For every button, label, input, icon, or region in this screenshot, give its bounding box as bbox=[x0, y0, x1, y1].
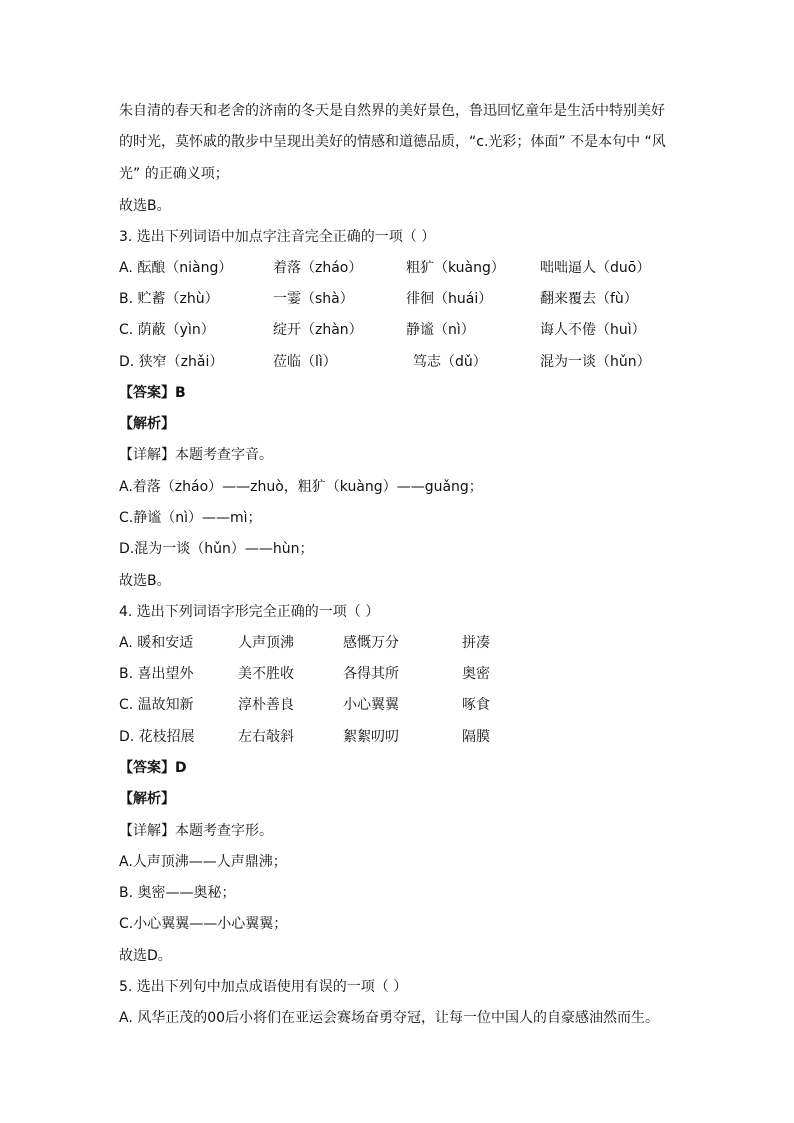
q5-option-a: A. 风华正茂的00后小将们在亚运会赛场奋勇夺冠，让每一位中国人的自豪感油然而生。 bbox=[119, 1010, 660, 1026]
q3-d-word-1: D. 狭窄（zhǎi） bbox=[119, 354, 224, 370]
q3-c-word-4: 诲人不倦（huì） bbox=[540, 322, 646, 338]
q3-c-word-1: C. 荫蔽（yìn） bbox=[119, 322, 215, 338]
q3-d-word-4: 混为一谈（hǔn） bbox=[540, 354, 651, 370]
q4-b-word-1: B. 喜出望外 bbox=[119, 666, 194, 682]
q3-answer: 【答案】B bbox=[119, 385, 186, 401]
q3-a-word-1: A. 酝酿（niàng） bbox=[119, 260, 233, 276]
q4-c-word-3: 小心翼翼 bbox=[343, 697, 399, 713]
q4-analysis-label: 【解析】 bbox=[119, 791, 175, 807]
q4-stem: 4. 选出下列词语字形完全正确的一项（ ） bbox=[119, 604, 380, 620]
q3-c-word-2: 绽开（zhàn） bbox=[273, 322, 363, 338]
q4-a-word-2: 人声顶沸 bbox=[238, 635, 294, 651]
q3-d-word-2: 莅临（lì） bbox=[273, 354, 337, 370]
q3-a-word-4: 咄咄逼人（duō） bbox=[540, 260, 651, 276]
q4-d-word-3: 絮絮叨叨 bbox=[343, 729, 399, 745]
q4-c-word-2: 淳朴善良 bbox=[238, 697, 294, 713]
intro-conclusion: 故选B。 bbox=[119, 198, 171, 214]
q4-b-word-4: 奥密 bbox=[462, 666, 490, 682]
q3-analysis-label: 【解析】 bbox=[119, 416, 175, 432]
q4-a-word-1: A. 暖和安适 bbox=[119, 635, 194, 651]
q4-detail: 【详解】本题考查字形。 bbox=[119, 823, 273, 839]
q5-stem: 5. 选出下列句中加点成语使用有误的一项（ ） bbox=[119, 979, 408, 995]
q3-note-2: C.静谧（nì）——mì； bbox=[119, 510, 262, 526]
q3-stem: 3. 选出下列词语中加点字注音完全正确的一项（ ） bbox=[119, 229, 436, 245]
q4-note-3: C.小心翼翼——小心翼翼； bbox=[119, 916, 288, 932]
q4-a-word-4: 拼凑 bbox=[462, 635, 490, 651]
q4-conclusion: 故选D。 bbox=[119, 948, 172, 964]
q4-b-word-3: 各得其所 bbox=[343, 666, 399, 682]
intro-line-2: 的时光，莫怀戚的散步中呈现出美好的情感和道德品质，“c.光彩；体面” 不是本句中 “风 bbox=[119, 134, 666, 150]
intro-line-3: 光” 的正确义项； bbox=[119, 166, 229, 182]
q4-d-word-1: D. 花枝招展 bbox=[119, 729, 195, 745]
q3-d-word-3: 笃志（dǔ） bbox=[413, 354, 487, 370]
q3-b-word-3: 徘徊（huái） bbox=[406, 291, 493, 307]
q4-note-1: A.人声顶沸——人声鼎沸； bbox=[119, 854, 287, 870]
q4-b-word-2: 美不胜收 bbox=[238, 666, 294, 682]
q3-note-1: A.着落（zháo）——zhuò，粗犷（kuàng）——guǎng； bbox=[119, 479, 483, 495]
q4-d-word-2: 左右敧斜 bbox=[238, 729, 294, 745]
q4-d-word-4: 隔膜 bbox=[462, 729, 490, 745]
intro-line-1: 朱自清的春天和老舍的济南的冬天是自然界的美好景色，鲁迅回忆童年是生活中特别美好 bbox=[119, 103, 665, 119]
q4-answer: 【答案】D bbox=[119, 760, 187, 776]
q3-b-word-1: B. 贮蓄（zhù） bbox=[119, 291, 219, 307]
q3-b-word-4: 翻来覆去（fù） bbox=[540, 291, 638, 307]
q3-a-word-3: 粗犷（kuàng） bbox=[406, 260, 505, 276]
q3-c-word-3: 静谧（nì） bbox=[406, 322, 475, 338]
q4-a-word-3: 感慨万分 bbox=[343, 635, 399, 651]
q3-b-word-2: 一霎（shà） bbox=[273, 291, 354, 307]
q4-c-word-1: C. 温故知新 bbox=[119, 697, 194, 713]
q3-a-word-2: 着落（zháo） bbox=[273, 260, 363, 276]
q4-c-word-4: 啄食 bbox=[462, 697, 490, 713]
q4-note-2: B. 奥密——奥秘； bbox=[119, 885, 236, 901]
q3-detail: 【详解】本题考查字音。 bbox=[119, 447, 273, 463]
q3-conclusion: 故选B。 bbox=[119, 573, 171, 589]
q3-note-3: D.混为一谈（hǔn）——hùn； bbox=[119, 541, 314, 557]
